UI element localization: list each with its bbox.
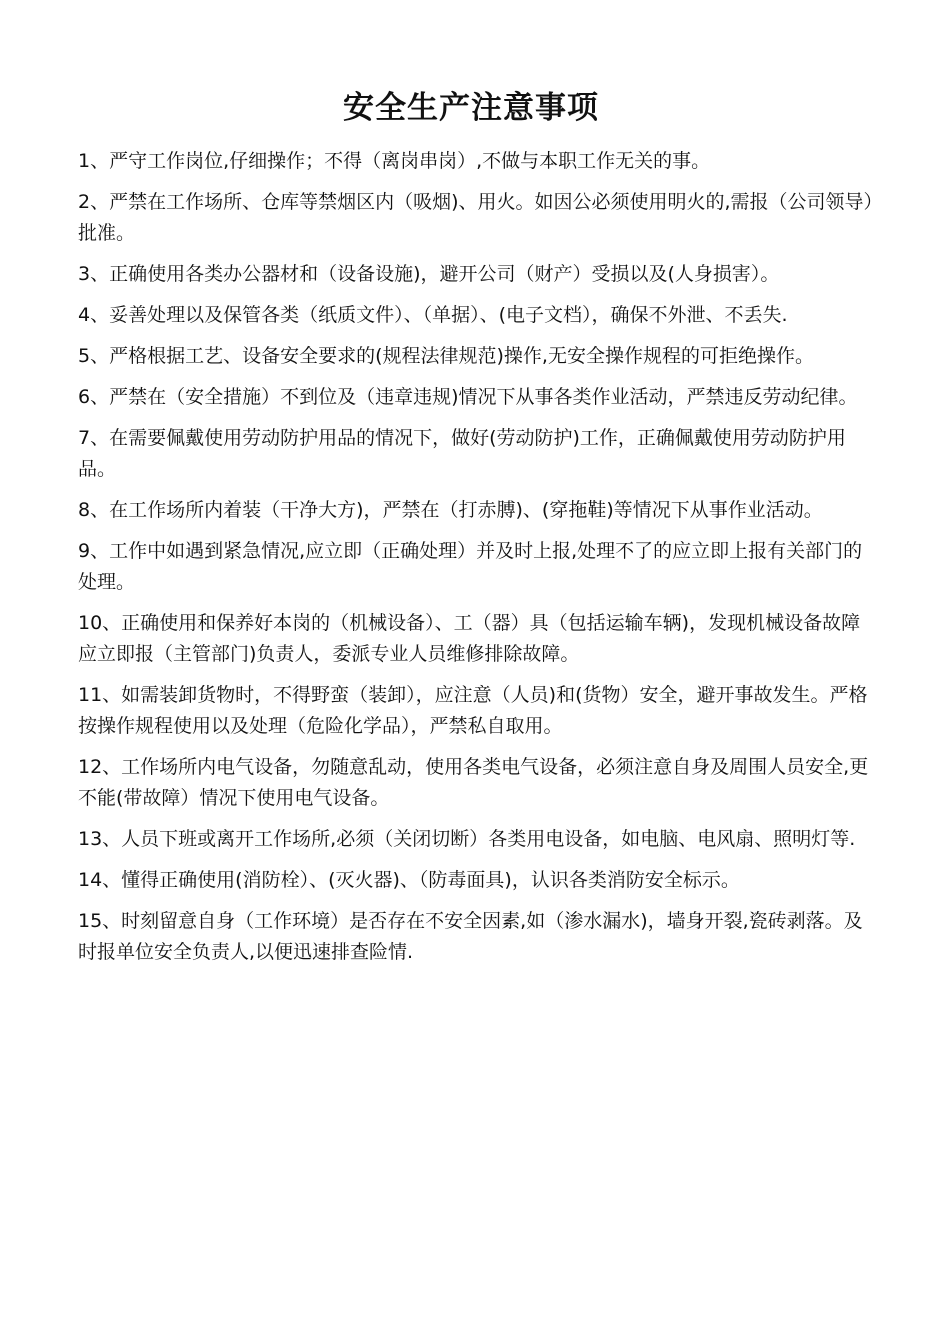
document-title: 安全生产注意事项 [343, 90, 599, 126]
rule-item-1: 1、严守工作岗位,仔细操作；不得（离岗串岗）,不做与本职工作无关的事。 [78, 150, 711, 172]
rule-item-2: 2、严禁在工作场所、仓库等禁烟区内（吸烟)、用火。如因公必须使用明火的,需报（公司领导）批准。 [78, 191, 874, 244]
rule-item-4: 4、妥善处理以及保管各类（纸质文件）、（单据）、(电子文档），确保不外泄、不丢失. [78, 304, 788, 326]
rule-item-7: 7、在需要佩戴使用劳动防护用品的情况下，做好(劳动防护)工作，正确佩戴使用劳动防护用品。 [78, 427, 846, 480]
rule-item-14: 14、懂得正确使用(消防栓）、(灭火器)、（防毒面具)，认识各类消防安全标示。 [78, 869, 740, 891]
rule-item-5: 5、严格根据工艺、设备安全要求的(规程法律规范)操作,无安全操作规程的可拒绝操作。 [78, 345, 814, 367]
rule-item-13: 13、人员下班或离开工作场所,必须（关闭切断）各类用电设备，如电脑、电风扇、照明灯等. [78, 828, 856, 850]
rules-list [78, 146, 878, 968]
rule-item-9: 9、工作中如遇到紧急情况,应立即（正确处理）并及时上报,处理不了的应立即上报有关部门的处理。 [78, 540, 863, 593]
rule-item-6: 6、严禁在（安全措施）不到位及（违章违规)情况下从事各类作业活动，严禁违反劳动纪律。 [78, 386, 858, 408]
rule-item-15: 15、时刻留意自身（工作环境）是否存在不安全因素,如（渗水漏水)，墙身开裂,瓷砖剥落。及时报单位安全负责人,以便迅速排查险情. [78, 910, 863, 963]
rule-item-10: 10、正确使用和保养好本岗的（机械设备）、工（器）具（包括运输车辆)，发现机械设备故障应立即报（主管部门)负责人，委派专业人员维修排除故障。 [78, 612, 861, 665]
rule-item-12: 12、工作场所内电气设备，勿随意乱动，使用各类电气设备，必须注意自身及周围人员安全,更不能(带故障）情况下使用电气设备。 [78, 756, 869, 809]
rule-item-11: 11、如需装卸货物时，不得野蛮（装卸），应注意（人员)和(货物）安全，避开事故发生。严格按操作规程使用以及处理（危险化学品），严禁私自取用。 [78, 684, 868, 737]
rule-item-8: 8、在工作场所内着装（干净大方)，严禁在（打赤膊)、(穿拖鞋)等情况下从事作业活动。 [78, 499, 823, 521]
rule-item-3: 3、正确使用各类办公器材和（设备设施)，避开公司（财产）受损以及(人身损害）。 [78, 263, 780, 285]
